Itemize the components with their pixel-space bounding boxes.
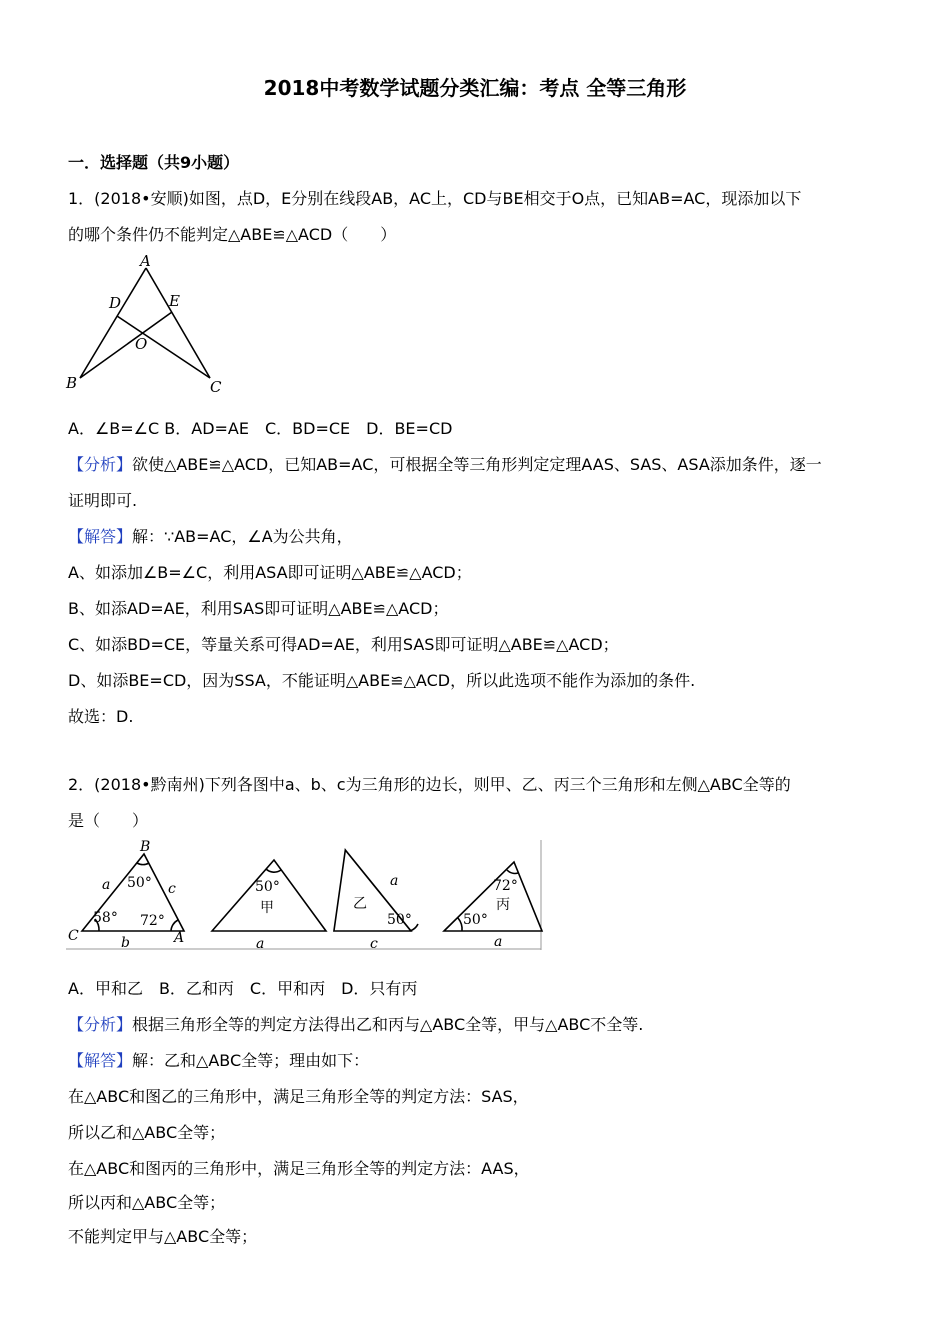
answer-tag: 【解答】	[68, 527, 133, 546]
q1-options: A．∠B=∠C B．AD=AE C．BD=CE D．BE=CD	[68, 419, 453, 438]
q2-answer-line: 不能判定甲与△ABC全等；	[68, 1227, 258, 1246]
analysis-tag: 【分析】	[68, 1015, 133, 1034]
side-b-label: b	[121, 935, 130, 951]
q2-stem-line-2: 是（ ）	[68, 811, 149, 830]
q1-stem-line-1: 1．(2018•安顺)如图，点D，E分别在线段AB，AC上，CD与BE相交于O点，已知AB=AC，现添加以下	[68, 189, 802, 208]
q2-answer-line: 在△ABC和图乙的三角形中，满足三角形全等的判定方法：SAS，	[68, 1087, 529, 1106]
q2-answer-line: 所以丙和△ABC全等；	[68, 1193, 226, 1212]
angle-50-label: 50°	[463, 912, 488, 928]
q1-analysis-line-1	[68, 452, 822, 475]
angle-58-label: 58°	[93, 910, 118, 926]
q2-options: A．甲和乙 B．乙和丙 C．甲和丙 D．只有丙	[68, 979, 418, 998]
label-c: C	[68, 928, 79, 944]
q2-stem-line-1: 2．(2018•黔南州)下列各图中a、b、c为三角形的边长，则甲、乙、丙三个三角形和左侧△ABC全等的	[68, 775, 791, 794]
document-title: 2018中考数学试题分类汇编：考点 全等三角形	[263, 76, 687, 100]
q2-answer-head	[68, 1048, 369, 1071]
side-c-label: c	[168, 881, 176, 897]
label-o: O	[135, 335, 148, 353]
label-a: A	[140, 252, 151, 270]
side-a-label: a	[102, 877, 111, 893]
label-d: D	[109, 294, 122, 312]
angle-50-label: 50°	[127, 875, 152, 891]
answer-tag: 【解答】	[68, 1051, 133, 1070]
q1-answer-text: 解：∵AB=AC，∠A为公共角，	[132, 527, 353, 546]
analysis-tag: 【分析】	[68, 455, 133, 474]
side-a-label: a	[390, 873, 399, 889]
q2-analysis-line	[68, 1012, 643, 1035]
q2-figure	[66, 838, 544, 952]
side-c-label: c	[370, 936, 378, 952]
angle-50-label: 50°	[387, 912, 412, 928]
section-heading: 一．选择题（共9小题）	[68, 153, 240, 172]
q1-analysis-line-2: 证明即可.	[68, 491, 138, 510]
angle-50-label: 50°	[255, 879, 280, 895]
label-b: B	[66, 374, 78, 392]
label-bing: 丙	[496, 897, 510, 913]
label-e: E	[169, 292, 180, 310]
side-a-label: a	[256, 936, 265, 952]
triangle-bing	[444, 862, 542, 931]
label-c: C	[210, 378, 222, 396]
q1-analysis-text: 欲使△ABE≌△ACD，已知AB=AC，可根据全等三角形判定定理AAS、SAS、ASA添加条件，逐一	[132, 455, 822, 474]
q2-answer-line: 所以乙和△ABC全等；	[68, 1123, 226, 1142]
label-a: A	[174, 930, 185, 946]
q1-answer-line: C、如添BD=CE，等量关系可得AD=AE，利用SAS即可证明△ABE≌△ACD；	[68, 635, 619, 654]
q2-answer-text: 解：乙和△ABC全等；理由如下：	[132, 1051, 370, 1070]
q1-figure	[62, 252, 232, 400]
q2-analysis-text: 根据三角形全等的判定方法得出乙和丙与△ABC全等，甲与△ABC不全等.	[132, 1015, 644, 1034]
q1-answer-line: A、如添加∠B=∠C，利用ASA即可证明△ABE≌△ACD；	[68, 563, 472, 582]
angle-72-label: 72°	[493, 878, 518, 894]
q1-stem-line-2: 的哪个条件仍不能判定△ABE≌△ACD（ ）	[68, 225, 397, 244]
segment-ab	[80, 268, 146, 378]
segment-dc	[117, 316, 210, 378]
q1-answer-line: D、如添BE=CD，因为SSA，不能证明△ABE≌△ACD，所以此选项不能作为添加的条件.	[68, 671, 696, 690]
q1-answer-head	[68, 524, 353, 547]
q2-answer-line: 在△ABC和图丙的三角形中，满足三角形全等的判定方法：AAS，	[68, 1159, 530, 1178]
label-jia: 甲	[260, 900, 274, 916]
angle-72-label: 72°	[140, 913, 165, 929]
label-yi: 乙	[353, 896, 367, 912]
label-b: B	[140, 839, 151, 855]
side-a-label: a	[494, 934, 503, 950]
q1-answer-line: B、如添AD=AE，利用SAS即可证明△ABE≌△ACD；	[68, 599, 449, 618]
q1-answer-line: 故选：D.	[68, 707, 134, 726]
